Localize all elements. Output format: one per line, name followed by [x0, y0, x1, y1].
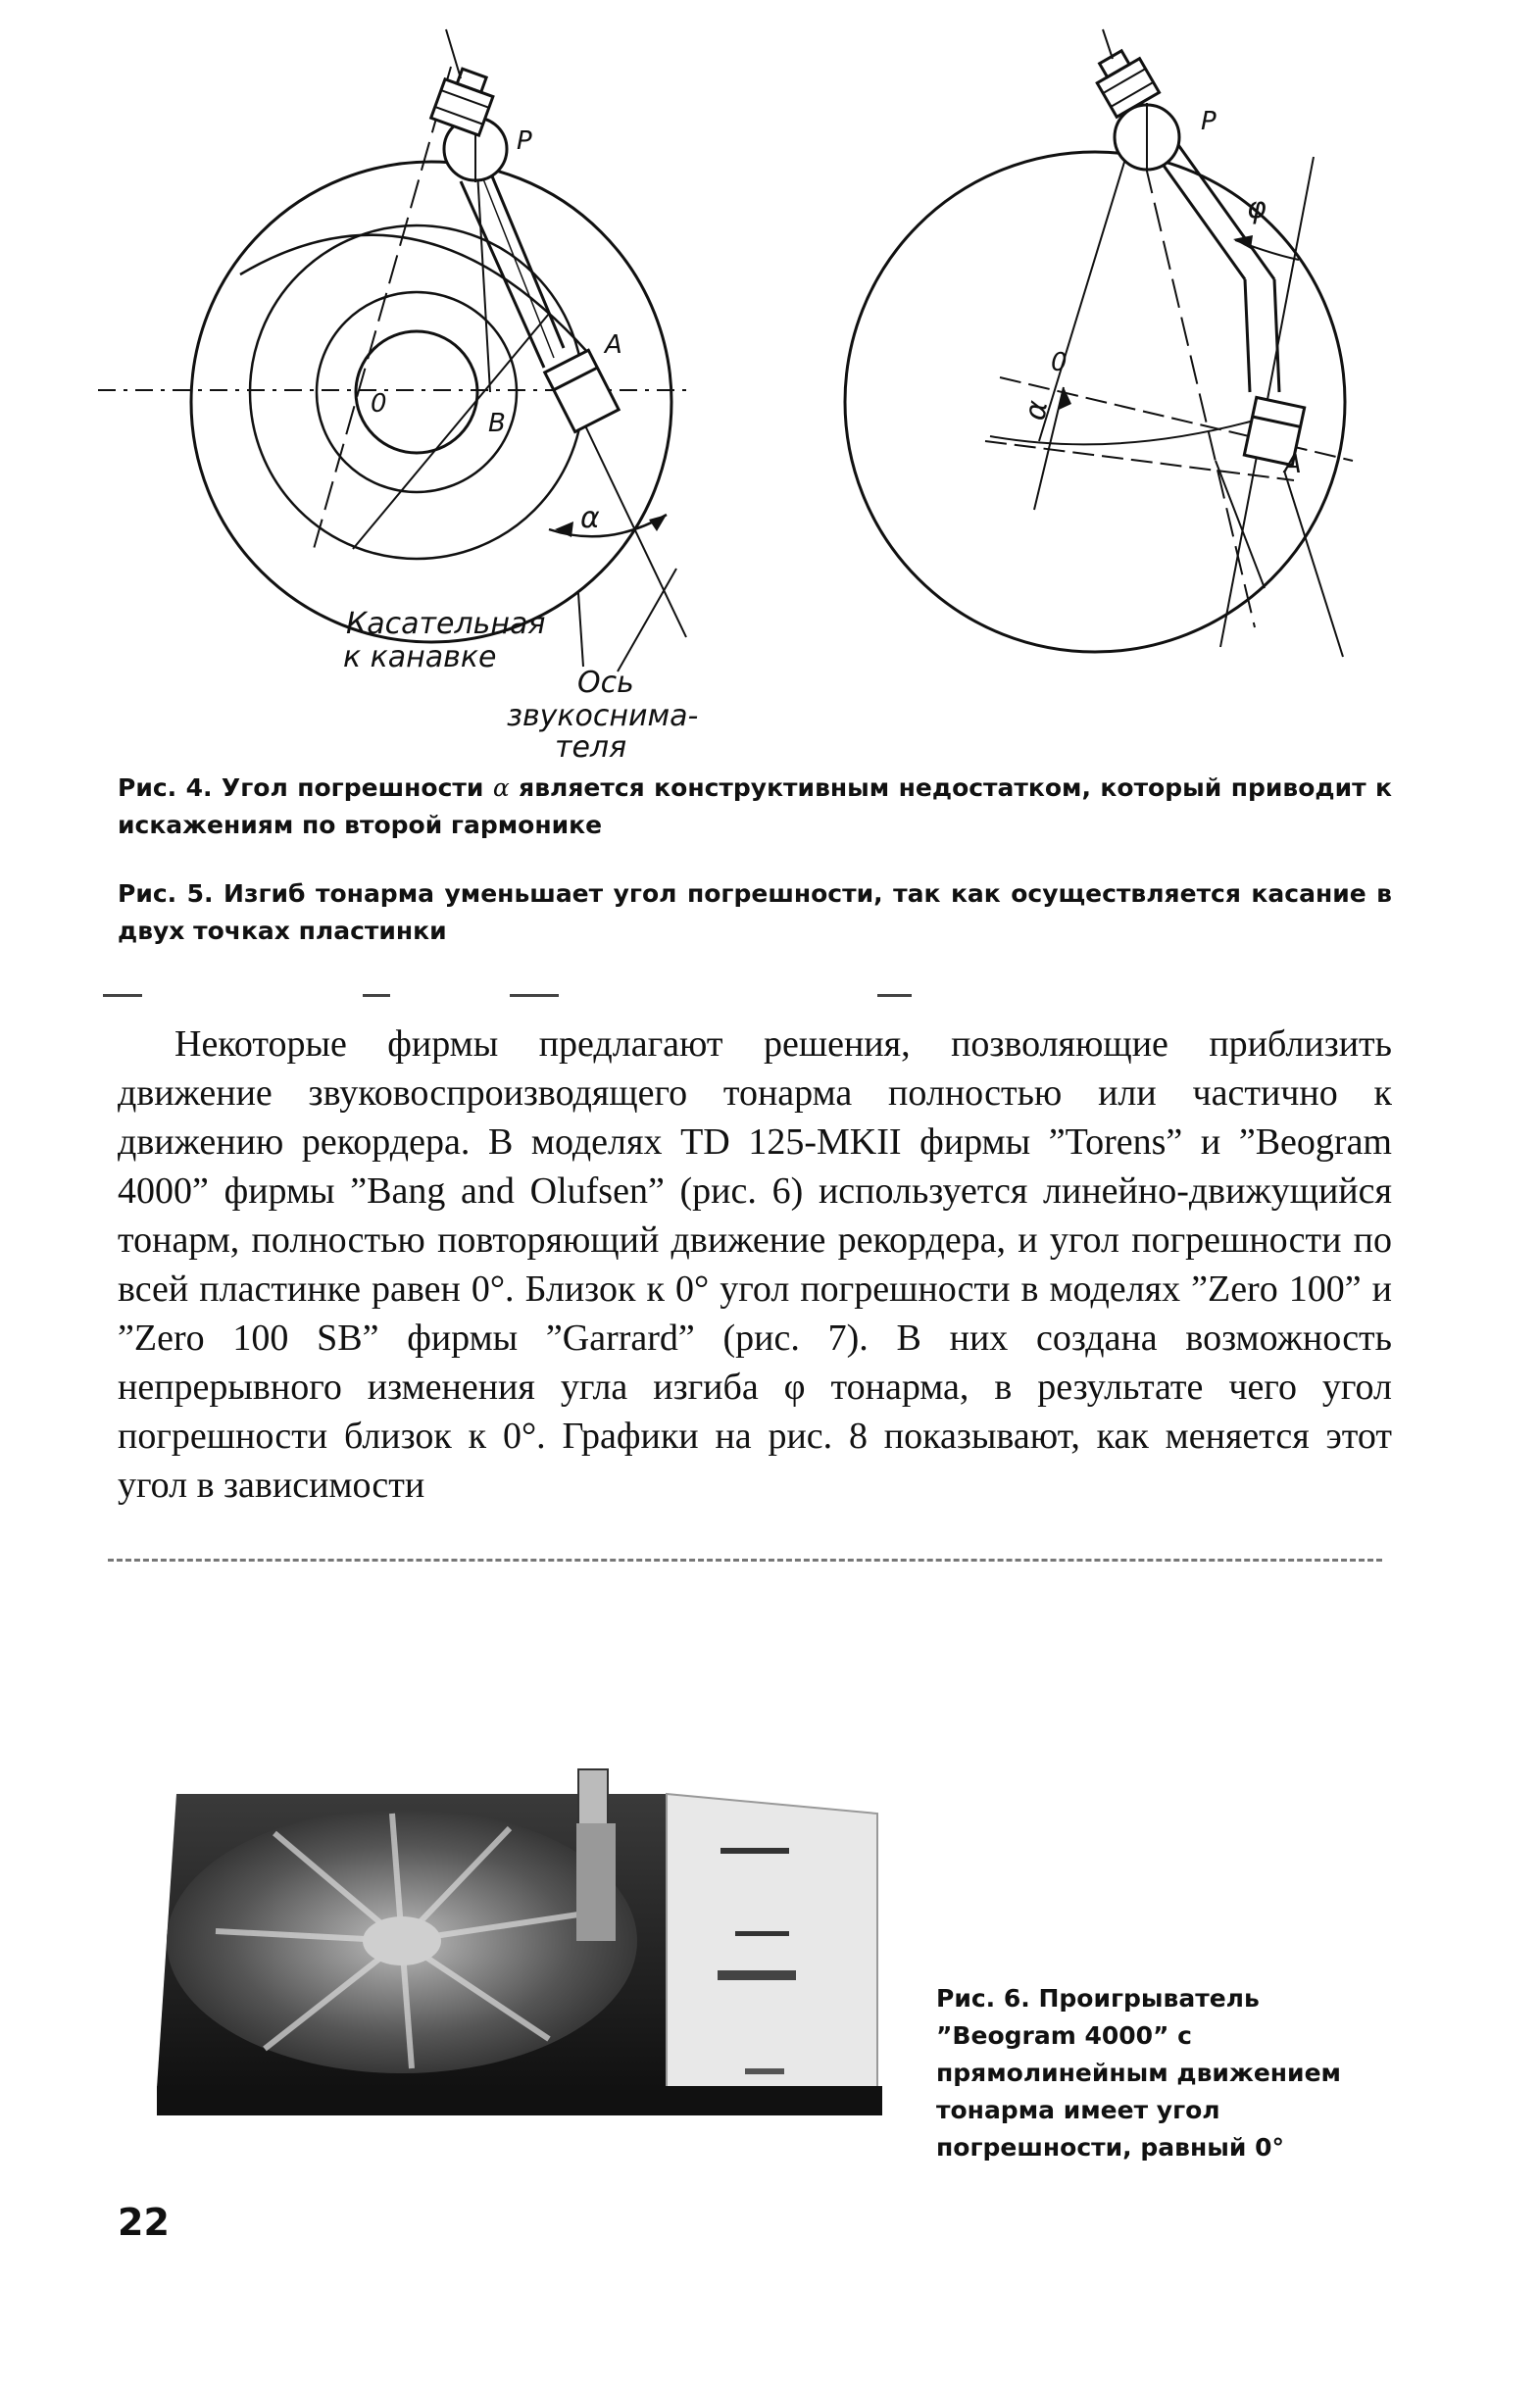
label-o-left: 0 [371, 389, 387, 419]
caption-fig6: Рис. 6. Проигрыватель ”Beogram 4000” с прямолинейным движением тонарма имеет угол погрешности, равный 0° [936, 1984, 1341, 2162]
figure-4-5-diagrams [0, 0, 1540, 765]
label-a-right: A [1284, 450, 1302, 479]
label-p-left: P [517, 126, 532, 156]
label-alpha-right: α [1018, 397, 1056, 423]
figure-5-diagram [845, 29, 1353, 657]
label-b-left: B [488, 409, 506, 438]
scan-artifact [103, 994, 142, 997]
caption-fig5: Рис. 5. Изгиб тонарма уменьшает угол погрешности, так как осуществляется касание в двух точках пластинки [118, 879, 1392, 945]
label-p-right: P [1201, 107, 1217, 136]
caption-fig4 [118, 770, 1392, 844]
turntable-photo [157, 1755, 902, 2137]
body-paragraph: Некоторые фирмы предлагают решения, позволяющие приблизить движение звуковоспроизводящего тонарма полностью или частично к движению рекордера. В моделях TD 125-MKII фирмы ”Torens” и ”Beogram 4000” фирмы ”Bang and Olufsen” (рис. 6) используется линейно-движущийся тонарм, полностью повторяющий движение рекордера, и угол погрешности по всей пластинке равен 0°. Близок к 0° угол погрешности в моделях ”Zero 100” и ”Zero 100 SB” фирмы ”Garrard” (рис. 7). В них создана возможность непрерывного изменения угла изгиба φ тонарма, в результате чего угол погрешности близок к 0°. Графики на рис. 8 показывают, как меняется этот угол в зависимости [118, 1023, 1392, 1506]
figure-4-diagram [98, 29, 686, 671]
label-alpha-left: α [580, 501, 600, 535]
scan-artifact [877, 994, 912, 997]
scan-artifact-line [108, 1559, 1382, 1562]
figure-6-photo [157, 1755, 902, 2137]
label-phi-right: φ [1247, 191, 1267, 225]
caption-fig4-post: является конструктивным недостатком, который приводит к искажениям по второй гармонике [118, 773, 1392, 839]
label-axis-line3: теля [555, 730, 627, 765]
label-tangent-line1: Касательная [346, 607, 546, 641]
page-number: 22 [118, 2201, 170, 2244]
label-axis-line1: Ось [577, 666, 634, 700]
label-a-left: A [605, 330, 622, 360]
scan-artifact [363, 994, 390, 997]
label-o-right: 0 [1051, 348, 1068, 377]
figure-4-labels [343, 126, 698, 765]
caption-fig4-symbol: α [492, 773, 510, 802]
label-axis-line2: звукоснима- [507, 699, 699, 733]
caption-fig4-pre: Рис. 4. Угол погрешности [118, 773, 493, 802]
scan-artifact [510, 994, 559, 997]
label-tangent-line2: к канавке [343, 640, 497, 674]
